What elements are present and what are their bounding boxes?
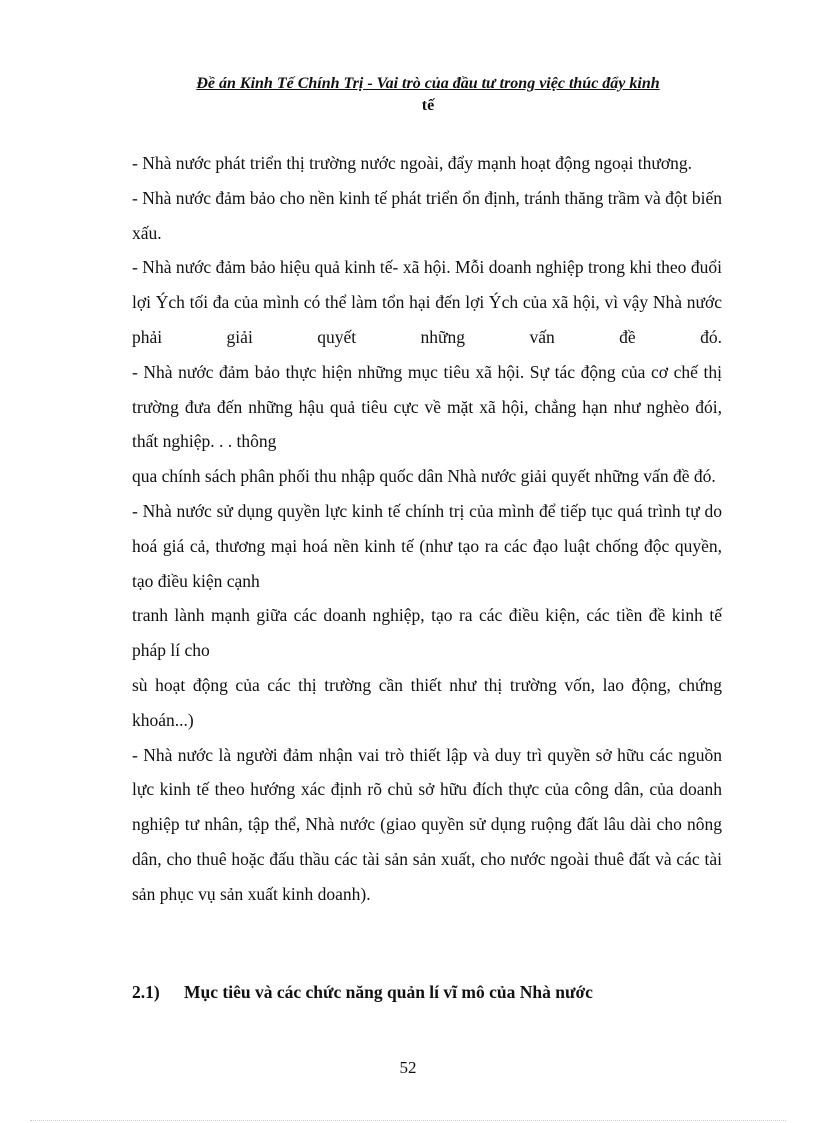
paragraph-3: - Nhà nước đảm bảo hiệu quả kinh tế- xã hội. Mỗi doanh nghiệp trong khi theo đuổi lợi Ých tối đa của mình có thể làm tổn hại đến lợi Ých của xã hội, vì vậy Nhà nước phải giải quyết những vấn đề đó.	[132, 257, 722, 347]
paragraph-1: - Nhà nước phát triển thị trường nước ngoài, đẩy mạnh hoạt động ngoại thương.	[132, 153, 692, 173]
section-heading	[132, 982, 722, 1003]
paragraph-7: tranh lành mạnh giữa các doanh nghiệp, tạo ra các điều kiện, các tiền đề kinh tế pháp lí cho	[132, 605, 722, 661]
paragraph-5: qua chính sách phân phối thu nhập quốc dân Nhà nước giải quyết những vấn đề đó.	[132, 466, 716, 487]
paragraph-8: sù hoạt động của các thị trường cần thiết như thị trường vốn, lao động, chứng khoán...)	[132, 674, 722, 730]
section-title: Mục tiêu và các chức năng quản lí vĩ mô của Nhà nước	[184, 982, 593, 1002]
page-bottom-divider	[30, 1120, 786, 1121]
paragraph-4: - Nhà nước đảm bảo thực hiện những mục tiêu xã hội. Sự tác động của cơ chế thị trường đưa đến những hậu quả tiêu cực về mặt xã hội, chẳng hạn như nghèo đói, thất nghiệp. . . thông	[132, 361, 722, 452]
header-line-1: Đề án Kinh Tế Chính Trị - Vai trò của đầu tư trong việc thúc đẩy kinh	[196, 75, 660, 92]
paragraph-6: - Nhà nước sử dụng quyền lực kinh tế chính trị của mình để tiếp tục quá trình tự do hoá giá cả, thương mại hoá nền kinh tế (như tạo ra các đạo luật chống độc quyền, tạo điều kiện cạnh	[132, 500, 722, 591]
running-header	[133, 73, 723, 117]
paragraph-2: - Nhà nước đảm bảo cho nền kinh tế phát triển ổn định, tránh thăng trầm và đột biến xấu.	[132, 187, 722, 243]
page-number: 52	[399, 1058, 417, 1077]
header-line-2: tế	[421, 97, 435, 114]
body-text	[132, 146, 722, 912]
paragraph-9: - Nhà nước là người đảm nhận vai trò thiết lập và duy trì quyền sở hữu các nguồn lực kinh tế theo hướng xác định rõ chủ sở hữu đích thực của công dân, của doanh nghiệp tư nhân, tập thể, Nhà nước (giao quyền sử dụng ruộng đất lâu dài cho nông dân, cho thuê hoặc đấu thầu các tài sản sản xuất, cho nước ngoài thuê đất và các tài sản phục vụ sản xuất kinh doanh).	[132, 744, 722, 904]
section-number: 2.1)	[132, 982, 160, 1002]
